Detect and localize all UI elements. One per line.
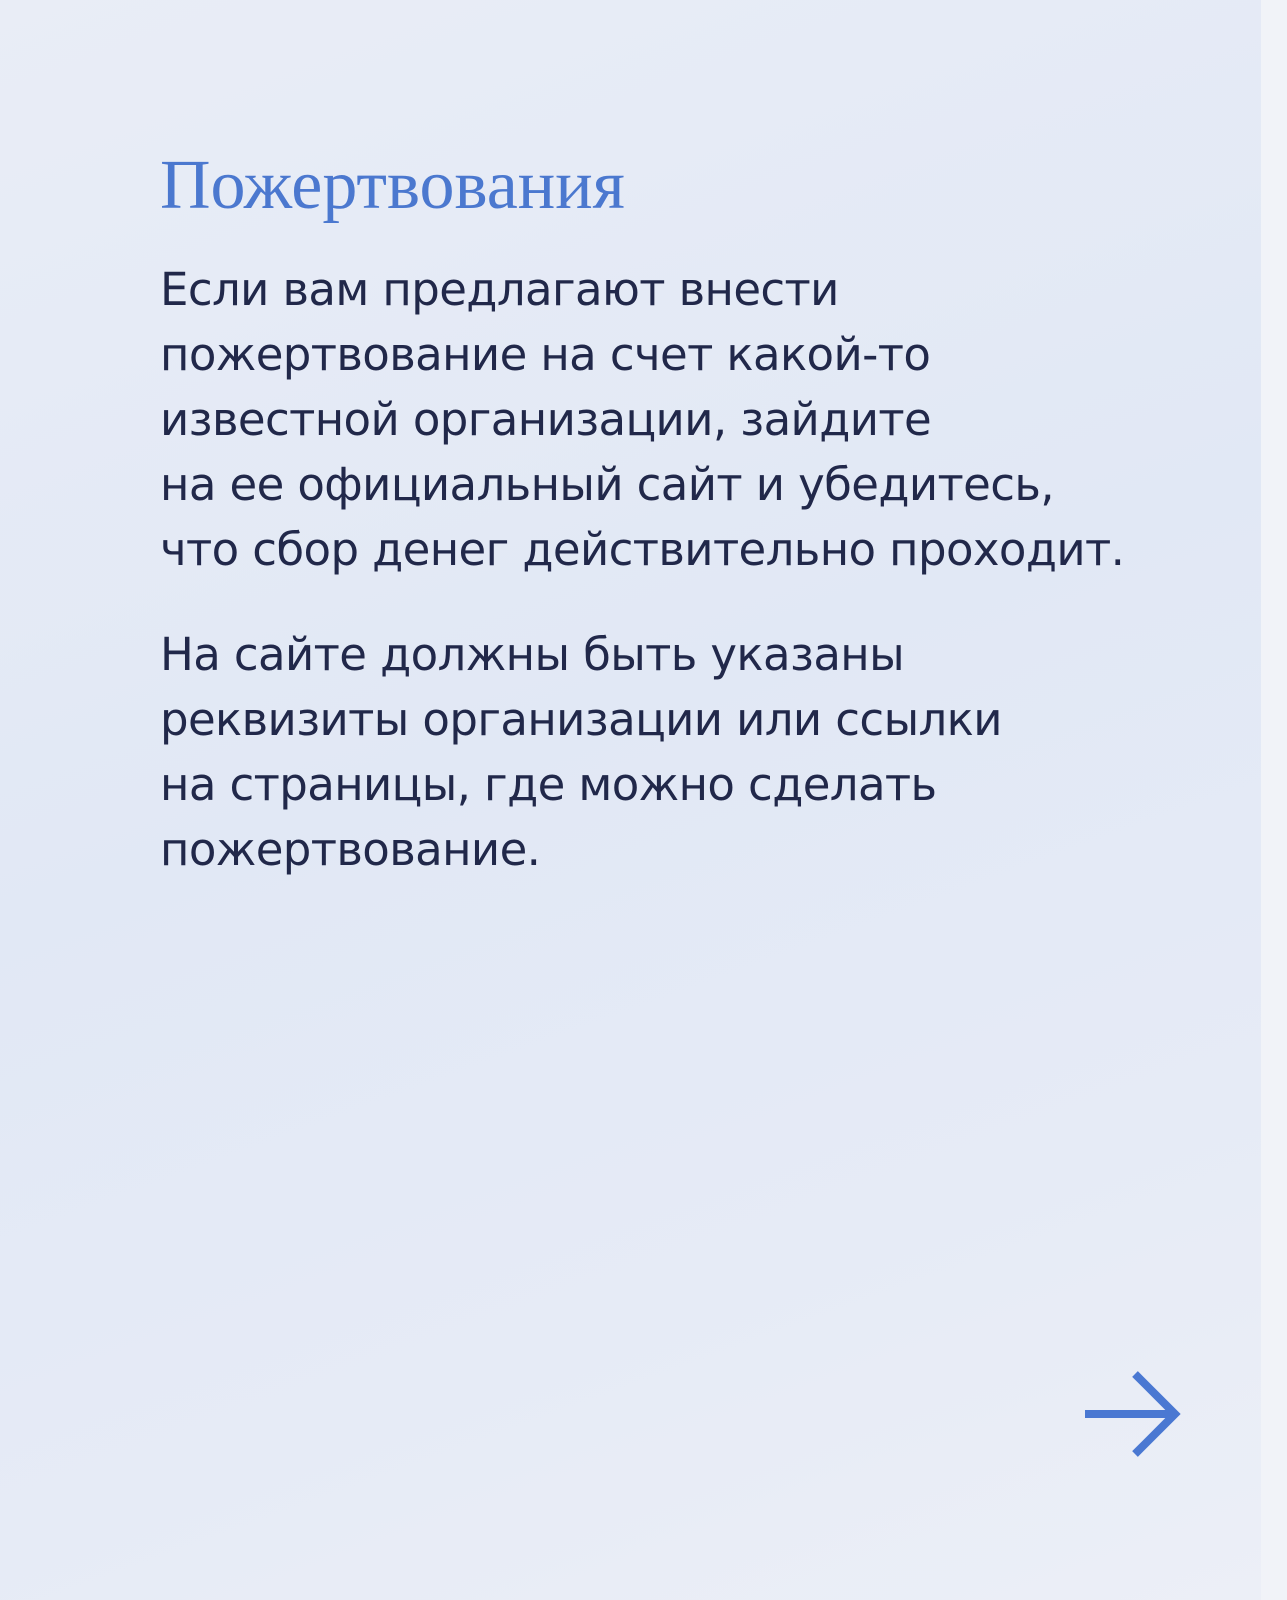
paragraph-line: реквизиты организации или ссылки (160, 693, 1002, 746)
paragraph-donation-check (160, 257, 1124, 582)
paragraph-line: пожертвование на счет какой-то (160, 328, 931, 381)
paragraph-line: на страницы, где можно сделать (160, 758, 937, 811)
next-slide-button[interactable] (1080, 1366, 1184, 1462)
right-edge-strip (1261, 0, 1287, 1600)
paragraph-line: на ее официальный сайт и убедитесь, (160, 458, 1054, 511)
paragraph-line: что сбор денег действительно проходит. (160, 523, 1125, 576)
paragraph-line: известной организации, зайдите (160, 393, 932, 446)
paragraph-site-requisites (160, 622, 1002, 882)
paragraph-line: На сайте должны быть указаны (160, 628, 905, 681)
arrow-right-icon (1080, 1366, 1184, 1462)
slide-title: Пожертвования (160, 147, 625, 224)
paragraph-line: Если вам предлагают внести (160, 263, 839, 316)
paragraph-line: пожертвование. (160, 823, 541, 876)
